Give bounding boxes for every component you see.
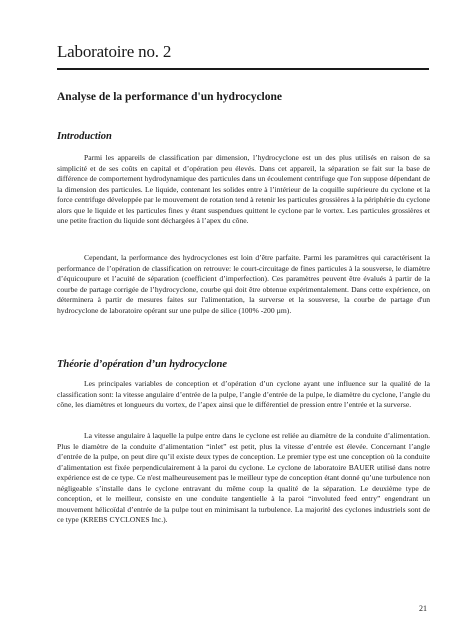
- paragraph-theory-1: Les principales variables de conception et d’opération d’un cyclone ayant une influence sur la qualité de la classification sont: la vitesse angulaire d’entrée de la pulpe, l’angle d’entrée de la pulpe, le diamètre du cyclone, l’angle du cône, les diamètres et longueurs du vortex, de l’apex ainsi que le différentiel de pression entre l’entrée et la surverse.: [57, 379, 430, 409]
- paragraph-theory-2: La vitesse angulaire à laquelle la pulpe entre dans le cyclone est reliée au diamètre de la conduite d’alimentation. Plus le diamètre de la conduite d’alimentation “inlet” est petit, plus la vitesse d’entrée est élevée. Concernant l’angle d’entrée de la pulpe, on peut dire qu’il existe deux types de conception. Le premier type est une conception où la conduite d’alimentation est fixée perpendiculairement à la paroi du cyclone. Le cyclone de laboratoire BAUER utilisé dans notre expérience est de ce type. Ce n'est malheureusement pas le meilleur type de conception étant donné qu’une turbulence non négligeable s’installe dans le cyclone entravant du même coup la qualité de la séparation. Le deuxième type de conception, et le meilleur, consiste en une conduite tangentielle à la paroi “involuted feed entry” engendrant un mouvement hélicoïdal d’entrée de la pulpe tout en minimisant la turbulence. La majorité des cyclones industriels sont de ce type (KREBS CYCLONES Inc.).: [57, 431, 430, 524]
- page-number: 21: [419, 604, 427, 613]
- title-divider: [57, 68, 429, 70]
- document-subtitle: Analyse de la performance d'un hydrocyclone: [57, 91, 282, 103]
- paragraph-intro-1: Parmi les appareils de classification par dimension, l’hydrocyclone est un des plus utilisés en raison de sa simplicité et de ses coûts en capital et d’opération peu élevés. Dans cet appareil, la séparation se fait sur la base de différence de comportement hydrodynamique des particules dans un écoulement centrifuge que l'on suppose dépendant de la dimension des particules. Le liquide, contenant les solides entre à l’intérieur de la coquille supérieure du cyclone et la force centrifuge développée par le mouvement de rotation tend à retenir les particules grossières à la périphérie du cyclone alors que le liquide et les particules fines y étant suspendues quittent le cyclone par le vortex. Les particules grossières et une petite fraction du liquide sont déchargées à l’apex du cône.: [57, 153, 430, 225]
- section-heading-introduction: Introduction: [57, 131, 112, 142]
- paragraph-intro-2: Cependant, la performance des hydrocyclones est loin d’être parfaite. Parmi les paramètres qui caractérisent la performance de l’opération de classification on retrouve: le court-circuitage de fines particules à la sousverse, le diamètre d’équicoupure et l’acuité de séparation (coefficient d’imperfection). Ces paramètres peuvent être évalués à partir de la courbe de partage corrigée de l’hydrocyclone, courbe qui doit être obtenue expérimentalement. Dans cette expérience, on déterminera à partir de mesures faites sur l'alimentation, la surverse et la sousverse, la courbe de partage d'un hydrocyclone de laboratoire opérant sur une pulpe de silice (100% -200 µm).: [57, 253, 430, 315]
- section-heading-theory: Théorie d’opération d’un hydrocyclone: [57, 359, 228, 370]
- page-title: Laboratoire no. 2: [57, 42, 172, 61]
